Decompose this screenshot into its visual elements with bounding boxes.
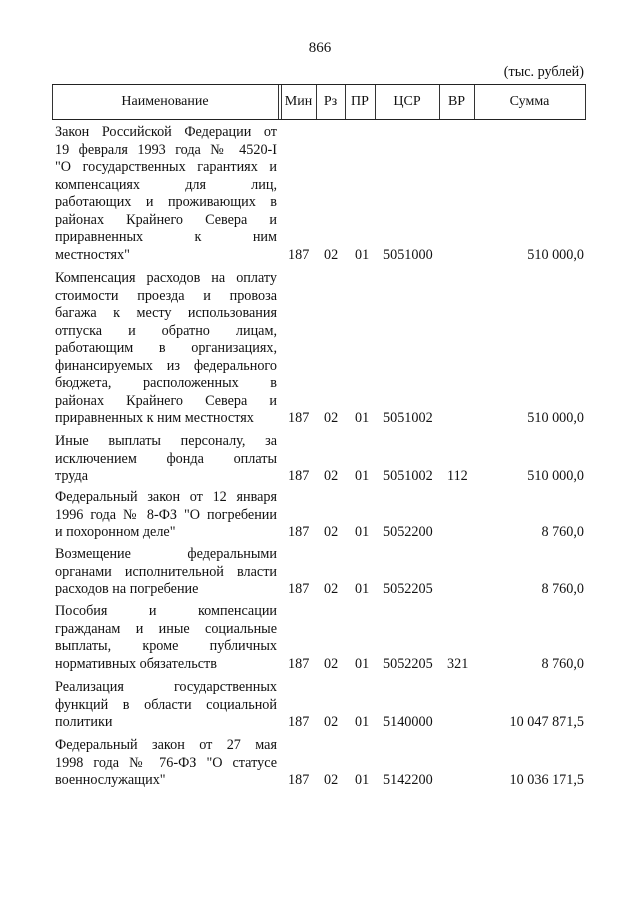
row-vr: 321: [447, 655, 469, 672]
row-sum: 8 760,0: [541, 655, 584, 672]
row-name-line: приравненных к ним: [55, 229, 277, 245]
row-csr: 5142200: [383, 772, 433, 788]
row-csr: 5052200: [383, 524, 433, 540]
row-name-line: Иные выплаты персоналу, за: [55, 433, 277, 449]
row-name-line: исключением фонда оплаты: [55, 450, 277, 467]
row-name-line: труда: [55, 468, 88, 484]
header-vr: ВР: [447, 94, 466, 109]
row-name: [55, 679, 277, 732]
row-name-line: 1998 года № 76-ФЗ "О статусе: [55, 754, 277, 771]
row-sum: 8 760,0: [541, 524, 584, 540]
row-rz: 02: [324, 772, 339, 788]
row-name-line: Федеральный закон от 12 января: [55, 489, 277, 505]
row-name-line: работающих и проживающих в: [55, 194, 277, 210]
page-number: 866: [308, 40, 332, 56]
row-name: [55, 124, 277, 264]
row-name-line: работающим в организациях,: [55, 340, 277, 356]
header-pr: ПР: [351, 94, 369, 109]
row-name-line: "О государственных гарантиях и: [55, 159, 277, 175]
row-name-line: Пособия и компенсации: [55, 603, 277, 619]
row-min: 187: [288, 714, 310, 730]
header-divider: [585, 85, 586, 119]
row-name: [55, 603, 277, 673]
row-name-line: 19 февраля 1993 года № 4520-I: [55, 141, 277, 158]
row-pr: 01: [355, 410, 370, 426]
row-csr: 5051002: [383, 468, 433, 484]
row-name-line: Закон Российской Федерации от: [55, 124, 277, 140]
row-name-line: политики: [55, 714, 113, 730]
row-name-line: 1996 года № 8-ФЗ "О погребении: [55, 506, 277, 523]
row-rz: 02: [324, 246, 339, 263]
row-name-line: приравненных к ним местностях: [55, 410, 254, 426]
row-csr: 5051000: [383, 246, 433, 263]
row-csr: 5140000: [383, 714, 433, 730]
row-name-line: военнослужащих": [55, 772, 166, 788]
row-csr: 5052205: [383, 581, 433, 597]
row-pr: 01: [355, 524, 370, 540]
row-name-line: Возмещение федеральными: [55, 546, 277, 562]
row-pr: 01: [355, 714, 370, 730]
row-sum: 510 000,0: [527, 468, 584, 484]
row-name: [55, 546, 277, 599]
row-csr: 5052205: [383, 655, 433, 672]
row-min: 187: [288, 246, 310, 263]
row-name-line: стоимости проезда и провоза: [55, 287, 277, 304]
row-pr: 01: [355, 581, 370, 597]
row-name-line: финансируемых из федерального: [55, 357, 277, 374]
row-min: 187: [288, 655, 310, 672]
row-name-line: функций в области социальной: [55, 696, 277, 713]
row-name: [55, 433, 277, 486]
row-name-line: Реализация государственных: [55, 679, 277, 695]
row-sum: 10 036 171,5: [509, 772, 584, 788]
row-rz: 02: [324, 468, 339, 484]
row-name-line: Федеральный закон от 27 мая: [55, 737, 277, 753]
row-min: 187: [288, 410, 310, 426]
row-pr: 01: [355, 468, 370, 484]
row-name-line: расходов на погребение: [55, 581, 199, 597]
row-rz: 02: [324, 581, 339, 597]
row-vr: 112: [447, 468, 468, 484]
row-sum: 510 000,0: [527, 246, 584, 263]
row-min: 187: [288, 772, 310, 788]
row-sum: 510 000,0: [527, 410, 584, 426]
units-label: (тыс. рублей): [503, 64, 584, 80]
row-rz: 02: [324, 410, 339, 426]
row-name: [55, 270, 277, 428]
row-pr: 01: [355, 246, 370, 263]
header-divider: [278, 85, 279, 119]
row-min: 187: [288, 581, 310, 597]
header-csr: ЦСР: [393, 94, 421, 109]
row-csr: 5051002: [383, 410, 433, 426]
table-header: [52, 84, 586, 120]
row-sum: 10 047 871,5: [509, 714, 584, 730]
row-name-line: бюджета, расположенных в: [55, 375, 277, 391]
header-rz: Рз: [323, 94, 338, 109]
row-min: 187: [288, 468, 310, 484]
row-name-line: и похоронном деле": [55, 524, 176, 540]
row-name-line: районах Крайнего Севера и: [55, 392, 277, 409]
row-name-line: выплаты, кроме публичных: [55, 638, 277, 654]
row-name-line: Компенсация расходов на оплату: [55, 270, 277, 286]
row-name: [55, 489, 277, 542]
row-min: 187: [288, 524, 310, 540]
row-name-line: компенсациях для лиц,: [55, 176, 277, 193]
header-min: Мин: [284, 94, 313, 109]
row-name-line: местностях": [55, 246, 130, 263]
header-name: Наименование: [121, 94, 209, 109]
header-sum: Сумма: [509, 94, 550, 109]
row-sum: 8 760,0: [541, 581, 584, 597]
row-rz: 02: [324, 714, 339, 730]
row-name-line: органами исполнительной власти: [55, 563, 277, 580]
row-name-line: нормативных обязательств: [55, 655, 217, 672]
row-rz: 02: [324, 655, 339, 672]
row-name-line: багажа к месту использования: [55, 305, 277, 321]
row-name: [55, 737, 277, 790]
row-pr: 01: [355, 655, 370, 672]
row-name-line: гражданам и иные социальные: [55, 620, 277, 637]
row-name-line: районах Крайнего Севера и: [55, 211, 277, 228]
row-pr: 01: [355, 772, 370, 788]
row-name-line: отпуска и обратно лицам,: [55, 322, 277, 339]
row-rz: 02: [324, 524, 339, 540]
